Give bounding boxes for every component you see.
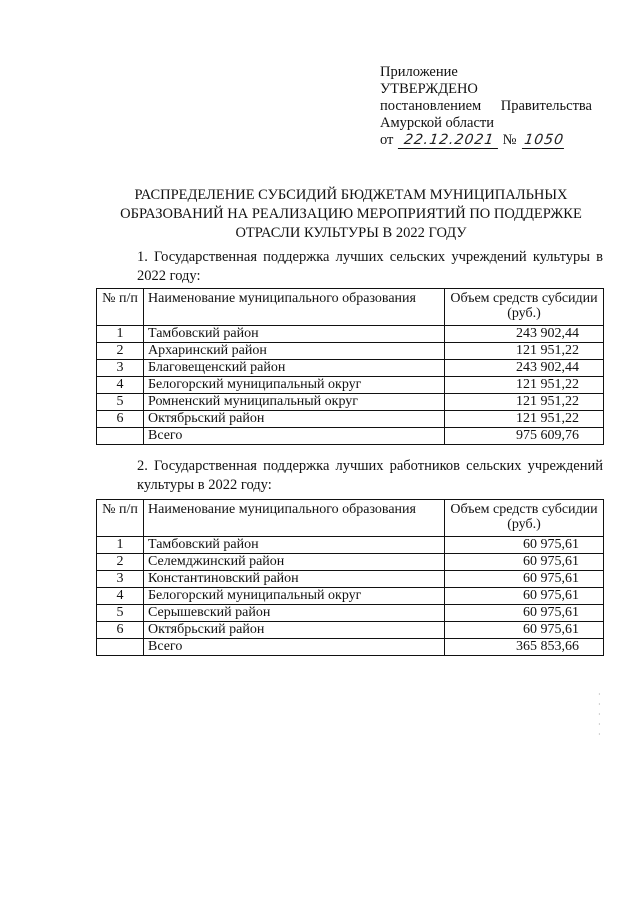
table-row [97, 554, 604, 571]
row-sum: 121 951,22 [445, 377, 604, 394]
table-row [97, 537, 604, 554]
row-name: Константиновский район [144, 571, 445, 588]
approval-appendix: Приложение [380, 64, 458, 80]
row-number: 1 [97, 326, 144, 343]
approval-resolution-right: Правительства [500, 98, 592, 114]
column-header-name: Наименование муниципального образования [144, 500, 445, 537]
approval-date-number [380, 132, 600, 149]
title-line-2: ОБРАЗОВАНИЙ НА РЕАЛИЗАЦИЮ МЕРОПРИЯТИЙ ПО ПОДДЕРЖКЕ [120, 206, 582, 222]
row-number: 4 [97, 377, 144, 394]
row-sum: 60 975,61 [445, 571, 604, 588]
column-header-number: № п/п [97, 289, 144, 326]
table-row [97, 411, 604, 428]
row-sum: 121 951,22 [445, 394, 604, 411]
row-name: Октябрьский район [144, 411, 445, 428]
row-number: 2 [97, 554, 144, 571]
table-row [97, 394, 604, 411]
handwritten-number: 1050 [523, 132, 566, 148]
row-name: Селемджинский район [144, 554, 445, 571]
title-line-3: ОТРАСЛИ КУЛЬТУРЫ В 2022 ГОДУ [235, 225, 467, 241]
total-number-cell [97, 639, 144, 656]
row-number: 6 [97, 411, 144, 428]
title-line-1: РАСПРЕДЕЛЕНИЕ СУБСИДИЙ БЮДЖЕТАМ МУНИЦИПАЛЬНЫХ [134, 187, 568, 203]
table-total-row [97, 639, 604, 656]
row-name: Ромненский муниципальный округ [144, 394, 445, 411]
row-name: Белогорский муниципальный округ [144, 377, 445, 394]
approval-resolution [380, 98, 592, 115]
row-name: Серышевский район [144, 605, 445, 622]
row-name: Тамбовский район [144, 537, 445, 554]
row-number: 5 [97, 394, 144, 411]
row-sum: 243 902,44 [445, 360, 604, 377]
date-prefix: от [380, 132, 394, 148]
section-2-heading [97, 457, 603, 495]
table-row [97, 571, 604, 588]
approval-approved: УТВЕРЖДЕНО [380, 81, 478, 97]
table-header-row [97, 500, 604, 537]
table-row [97, 588, 604, 605]
handwritten-date: 22.12.2021 [398, 133, 500, 149]
table-total-row [97, 428, 604, 445]
row-sum: 121 951,22 [445, 411, 604, 428]
document-title [96, 186, 606, 243]
total-label: Всего [144, 639, 445, 656]
row-number: 1 [97, 537, 144, 554]
section-2-heading-text: 2. Государственная поддержка лучших работников сельских учреждений культуры в 2022 году: [137, 458, 603, 493]
row-name: Октябрьский район [144, 622, 445, 639]
row-name: Белогорский муниципальный округ [144, 588, 445, 605]
section-1-heading [97, 248, 603, 286]
number-prefix: № [502, 132, 517, 148]
approval-resolution-left: постановлением [380, 98, 482, 114]
table-row [97, 622, 604, 639]
row-sum: 60 975,61 [445, 588, 604, 605]
row-sum: 60 975,61 [445, 605, 604, 622]
subsidy-table-2 [96, 499, 604, 656]
row-sum: 60 975,61 [445, 622, 604, 639]
table-row [97, 326, 604, 343]
row-name: Тамбовский район [144, 326, 445, 343]
row-number: 4 [97, 588, 144, 605]
total-sum: 975 609,76 [445, 428, 604, 445]
scan-artifact-dots: · · · · · [598, 690, 601, 739]
total-label: Всего [144, 428, 445, 445]
table-row [97, 343, 604, 360]
row-number: 6 [97, 622, 144, 639]
row-sum: 60 975,61 [445, 537, 604, 554]
row-sum: 243 902,44 [445, 326, 604, 343]
row-name: Благовещенский район [144, 360, 445, 377]
row-sum: 121 951,22 [445, 343, 604, 360]
total-sum: 365 853,66 [445, 639, 604, 656]
approval-block [380, 64, 600, 149]
approval-region: Амурской области [380, 115, 494, 131]
row-number: 3 [97, 360, 144, 377]
table-row [97, 377, 604, 394]
column-header-sum: Объем средств субсидии (руб.) [445, 500, 604, 537]
table-row [97, 605, 604, 622]
column-header-number: № п/п [97, 500, 144, 537]
row-number: 3 [97, 571, 144, 588]
subsidy-table-1 [96, 288, 604, 445]
column-header-sum: Объем средств субсидии (руб.) [445, 289, 604, 326]
row-number: 2 [97, 343, 144, 360]
total-number-cell [97, 428, 144, 445]
section-1-heading-text: 1. Государственная поддержка лучших сельских учреждений культуры в 2022 году: [137, 249, 603, 284]
table-row [97, 360, 604, 377]
row-name: Архаринский район [144, 343, 445, 360]
column-header-name: Наименование муниципального образования [144, 289, 445, 326]
table-header-row [97, 289, 604, 326]
row-sum: 60 975,61 [445, 554, 604, 571]
row-number: 5 [97, 605, 144, 622]
